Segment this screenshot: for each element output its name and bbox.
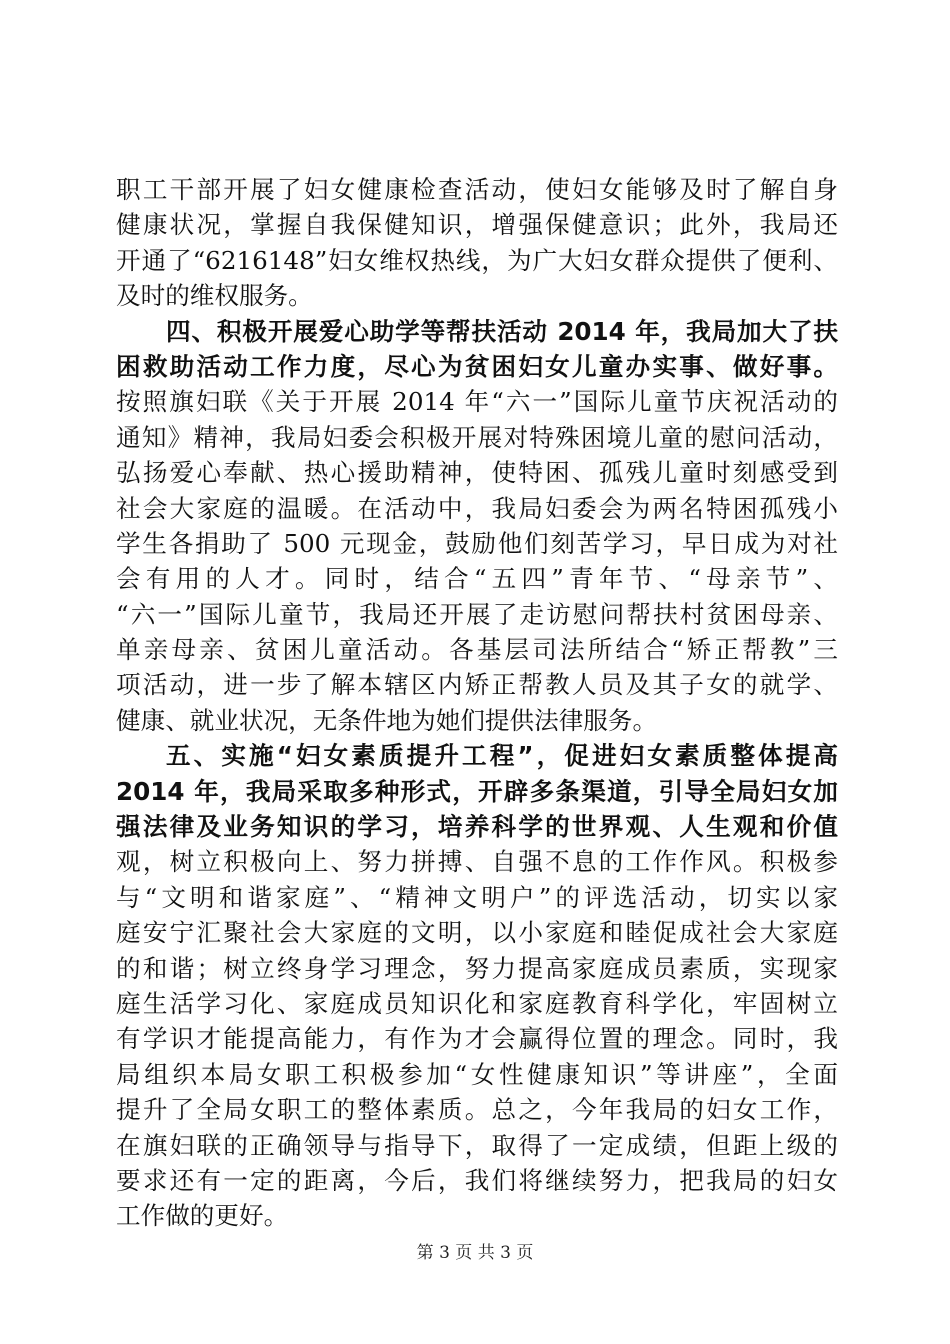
page-footer [0,1238,950,1263]
text-line: 开通了“6216148”妇女维权热线，为广大妇女群众提供了便利、 [116,245,838,275]
text-line: 通知》精神，我局妇委会积极开展对特殊困境儿童的慰问活动， [116,422,838,452]
text-line: 学生各捐助了 500 元现金，鼓励他们刻苦学习，早日成为对社 [116,528,838,558]
text-line: 按照旗妇联《关于开展 2014 年“六一”国际儿童节庆祝活动的 [116,387,838,417]
section-heading-line: 强法律及业务知识的学习，培养科学的世界观、人生观和价值 [116,812,838,842]
text-line: 及时的维权服务。 [116,281,313,311]
text-line: 庭生活学习化、家庭成员知识化和家庭教育科学化，牢固树立 [116,988,838,1018]
text-line: 项活动，进一步了解本辖区内矫正帮教人员及其子女的就学、 [116,670,838,700]
text-line: 社会大家庭的温暖。在活动中，我局妇委会为两名特困孤残小 [116,493,838,523]
text-line: 弘扬爱心奉献、热心援助精神，使特困、孤残儿童时刻感受到 [116,458,838,488]
section-heading-line: 四、积极开展爱心助学等帮扶活动 2014 年，我局加大了扶 [166,316,838,346]
text-line: 工作做的更好。 [116,1201,289,1231]
text-line: 庭安宁汇聚社会大家庭的文明，以小家庭和睦促成社会大家庭 [116,918,838,948]
text-line: 局组织本局女职工积极参加“女性健康知识”等讲座”，全面 [116,1059,838,1089]
text-line: 健康状况，掌握自我保健知识，增强保健意识；此外，我局还 [116,210,838,240]
text-line: 会有用的人才。同时，结合“五四”青年节、“母亲节”、 [116,564,838,594]
body-text [116,172,838,1234]
text-line: 单亲母亲、贫困儿童活动。各基层司法所结合“矫正帮教”三 [116,635,838,665]
text-line: 有学识才能提高能力，有作为才会赢得位置的理念。同时，我 [116,1024,838,1054]
text-line: 观，树立积极向上、努力拼搏、自强不息的工作作风。积极参 [116,847,838,877]
page-number: 第 3 页 共 3 页 [416,1243,534,1263]
text-line: 职工干部开展了妇女健康检查活动，使妇女能够及时了解自身 [116,175,838,204]
section-heading-line: 2014 年，我局采取多种形式，开辟多条渠道，引导全局妇女加 [116,776,838,806]
text-line: 提升了全局女职工的整体素质。总之，今年我局的妇女工作， [116,1095,838,1125]
text-line: 健康、就业状况，无条件地为她们提供法律服务。 [116,705,658,735]
section-heading-line: 困救助活动工作力度，尽心为贫困妇女儿童办实事、做好事。 [116,351,838,381]
text-line: 在旗妇联的正确领导与指导下，取得了一定成绩，但距上级的 [116,1130,838,1160]
section-heading-line: 五、实施“妇女素质提升工程”，促进妇女素质整体提高 [166,741,838,771]
text-line: 的和谐；树立终身学习理念，努力提高家庭成员素质，实现家 [116,953,838,983]
text-line: “六一”国际儿童节，我局还开展了走访慰问帮扶村贫困母亲、 [116,599,838,629]
text-line: 与“文明和谐家庭”、“精神文明户”的评选活动，切实以家 [116,882,838,912]
text-line: 要求还有一定的距离，今后，我们将继续努力，把我局的妇女 [116,1165,838,1195]
